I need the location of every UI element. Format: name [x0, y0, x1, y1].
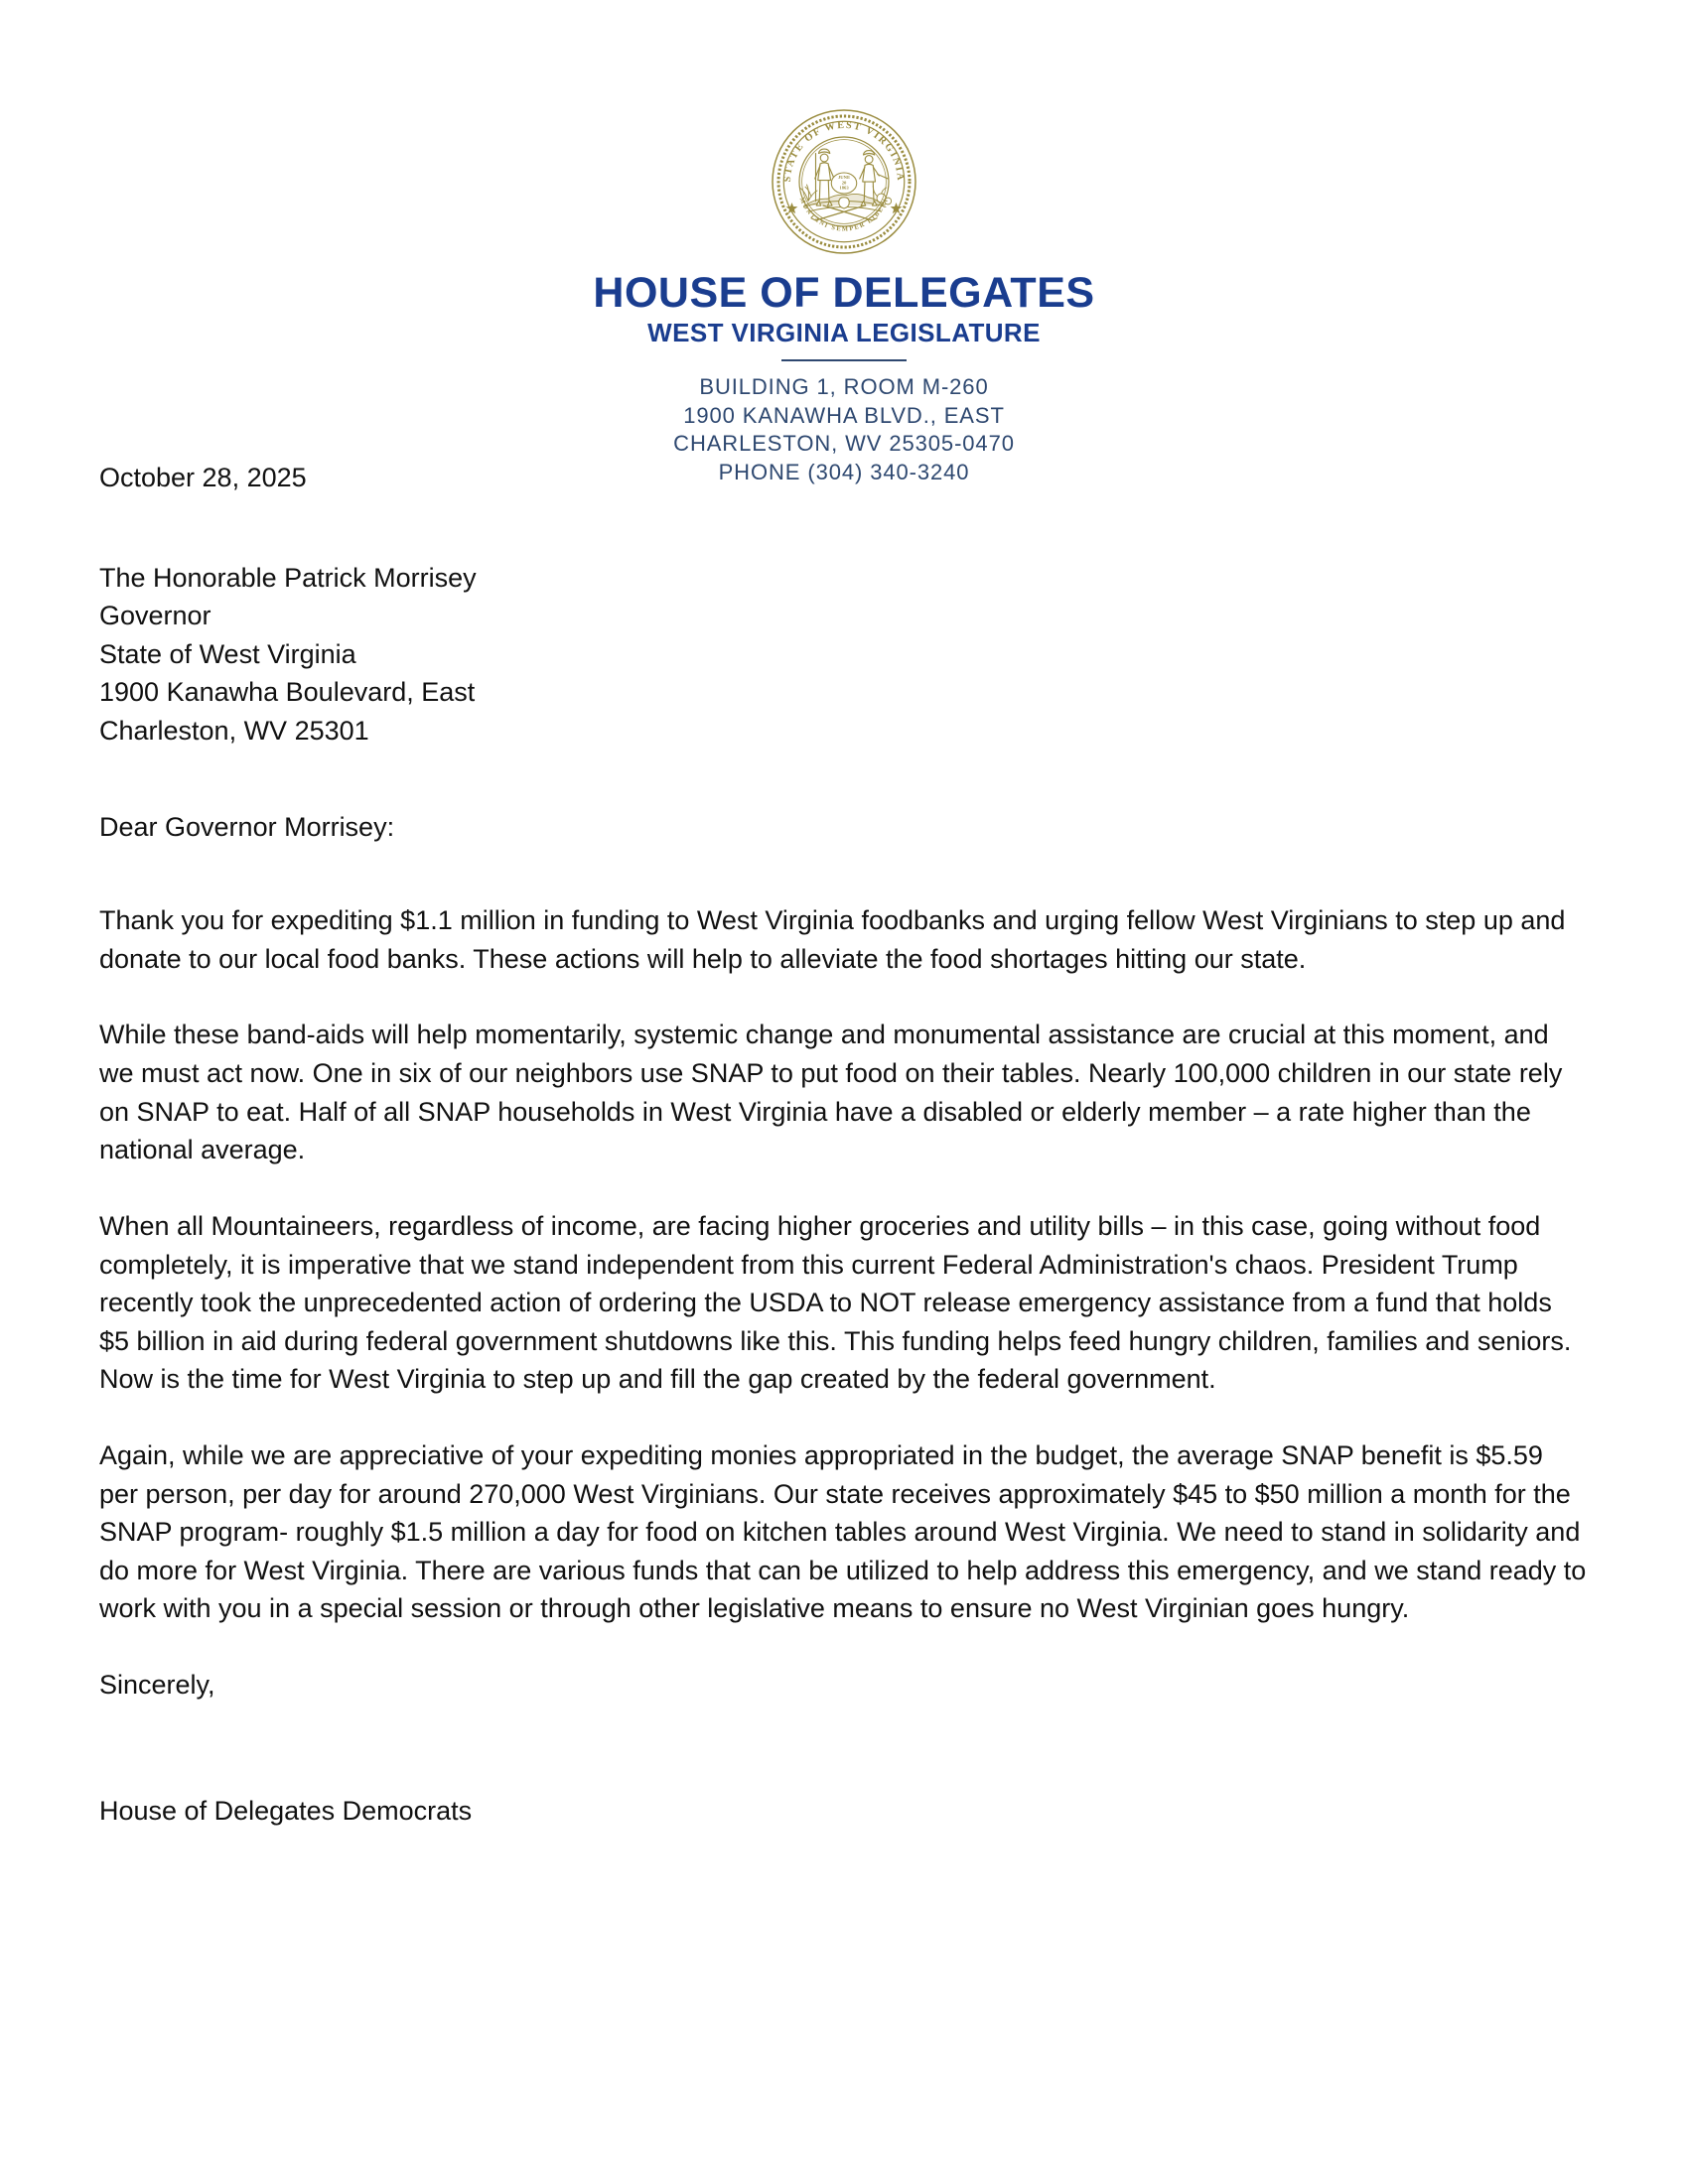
recipient-address-block [99, 559, 1589, 751]
letter-body [99, 459, 1589, 1830]
recipient-city-state-zip: Charleston, WV 25301 [99, 716, 369, 747]
letterhead-address-line-2: 1900 KANAWHA BLVD., EAST [683, 402, 1005, 428]
state-of-west-virginia-seal-icon [770, 107, 918, 256]
svg-text:JUNE: JUNE [837, 176, 851, 181]
letterhead-address-line-3: CHARLESTON, WV 25305-0470 [673, 431, 1015, 457]
recipient-name: The Honorable Patrick Morrisey [99, 562, 477, 593]
state-seal [770, 0, 918, 256]
letterhead [0, 0, 1688, 486]
recipient-title: Governor [99, 601, 211, 631]
body-paragraph-3: When all Mountaineers, regardless of income, are facing higher groceries and utility bills – in this case, going without food completely, it is imperative that we stand independent from this current Federal Administration's chaos. President Trump recently took the unprecedented action of ordering the USDA to NOT release emergency assistance from a fund that holds $5 billion in aid during federal government shutdowns like this. This funding helps feed hungry children, families and seniors. Now is the time for West Virginia to step up and fill the gap created by the federal government. [99, 1210, 1572, 1395]
closing-salutation: Sincerely, [99, 1670, 215, 1701]
body-paragraph-1: Thank you for expediting $1.1 million in funding to West Virginia foodbanks and urging fellow West Virginians to step up and donate to our local food banks. These actions will help to alleviate the food shortages hitting our state. [99, 905, 1566, 974]
letterhead-title: HOUSE OF DELEGATES [593, 269, 1095, 317]
letterhead-address-line-1: BUILDING 1, ROOM M-260 [699, 374, 989, 399]
svg-text:MONTANI SEMPER LIBERI: MONTANI SEMPER LIBERI [797, 197, 891, 233]
letter-date: October 28, 2025 [99, 463, 307, 492]
body-paragraph-4: Again, while we are appreciative of your expediting monies appropriated in the budget, the average SNAP benefit is $5.59 per person, per day for around 270,000 West Virginians. Our state receives approximately $45 to $50 million a month for the SNAP program- roughly $1.5 million a day for food on kitchen tables around West Virginia. We need to stand in solidarity and do more for West Virginia. There are various funds that can be utilized to help address this emergency, and we stand ready to work with you in a special session or through other legislative means to ensure no West Virginian goes hungry. [99, 1439, 1587, 1624]
salutation: Dear Governor Morrisey: [99, 811, 395, 842]
body-paragraph-2: While these band-aids will help momentarily, systemic change and monumental assistance are crucial at this moment, and we must act now. One in six of our neighbors use SNAP to put food on their tables. Nearly 100,000 children in our state rely on SNAP to eat. Half of all SNAP households in West Virginia have a disabled or elderly member – a rate higher than the national average. [99, 1020, 1563, 1165]
letterhead-phone-line: PHONE (304) 340-3240 [718, 459, 970, 484]
svg-text:STATE OF WEST VIRGINIA: STATE OF WEST VIRGINIA [781, 119, 907, 183]
svg-text:20: 20 [841, 181, 847, 187]
svg-text:1863: 1863 [839, 186, 849, 192]
letterhead-subtitle: WEST VIRGINIA LEGISLATURE [647, 318, 1041, 347]
recipient-org: State of West Virginia [99, 638, 356, 669]
letterhead-divider [781, 359, 907, 361]
recipient-street: 1900 Kanawha Boulevard, East [99, 677, 476, 708]
signature-line: House of Delegates Democrats [99, 1795, 473, 1826]
